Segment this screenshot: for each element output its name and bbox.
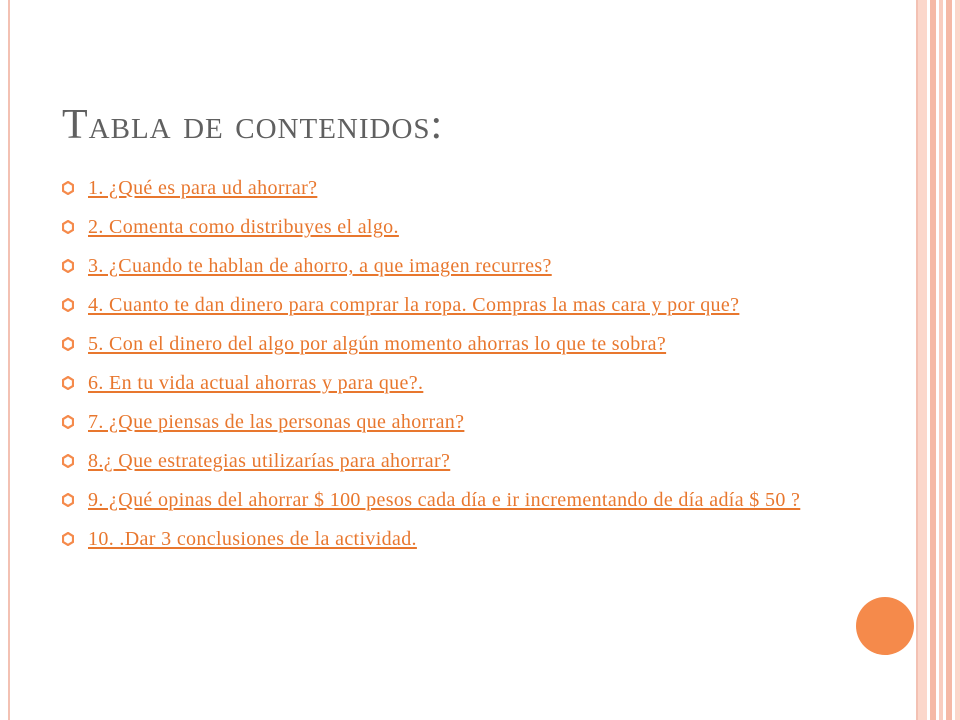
toc-link-6[interactable]: 6. En tu vida actual ahorras y para que?. [88, 372, 424, 394]
toc-link-1[interactable]: 1. ¿Qué es para ud ahorrar? [88, 177, 318, 199]
hexagon-bullet-icon [62, 376, 74, 390]
list-item [62, 486, 802, 514]
hexagon-bullet-icon [62, 493, 74, 507]
stripe [946, 0, 952, 720]
list-item [62, 447, 802, 475]
hexagon-bullet-icon [62, 337, 74, 351]
toc-link-2[interactable]: 2. Comenta como distribuyes el algo. [88, 216, 399, 238]
list-item [62, 408, 802, 436]
toc-link-8[interactable]: 8.¿ Que estrategias utilizarías para ahorrar? [88, 450, 451, 472]
stripe [939, 0, 943, 720]
toc-link-10[interactable]: 10. .Dar 3 conclusiones de la actividad. [88, 528, 417, 550]
hexagon-bullet-icon [62, 181, 74, 195]
decorative-circle [856, 597, 914, 655]
list-item [62, 252, 802, 280]
hexagon-bullet-icon [62, 454, 74, 468]
toc-link-9[interactable]: 9. ¿Qué opinas del ahorrar $ 100 pesos cada día e ir incrementando de día adía $ 50 ? [88, 489, 801, 511]
hexagon-bullet-icon [62, 415, 74, 429]
list-item [62, 174, 802, 202]
contents-list [62, 174, 802, 564]
decorative-stripes [918, 0, 960, 720]
list-item [62, 213, 802, 241]
hexagon-bullet-icon [62, 298, 74, 312]
stripe [930, 0, 936, 720]
toc-link-5[interactable]: 5. Con el dinero del algo por algún momento ahorras lo que te sobra? [88, 333, 667, 355]
list-item [62, 369, 802, 397]
hexagon-bullet-icon [62, 532, 74, 546]
list-item [62, 330, 802, 358]
toc-link-7[interactable]: 7. ¿Que piensas de las personas que ahorran? [88, 411, 465, 433]
hexagon-bullet-icon [62, 259, 74, 273]
slide-title: Tabla de contenidos: [62, 102, 444, 148]
toc-link-4[interactable]: 4. Cuanto te dan dinero para comprar la ropa. Compras la mas cara y por que? [88, 294, 740, 316]
toc-link-3[interactable]: 3. ¿Cuando te hablan de ahorro, a que imagen recurres? [88, 255, 552, 277]
hexagon-bullet-icon [62, 220, 74, 234]
list-item [62, 291, 802, 319]
list-item [62, 525, 802, 553]
stripe [918, 0, 927, 720]
stripe [955, 0, 960, 720]
